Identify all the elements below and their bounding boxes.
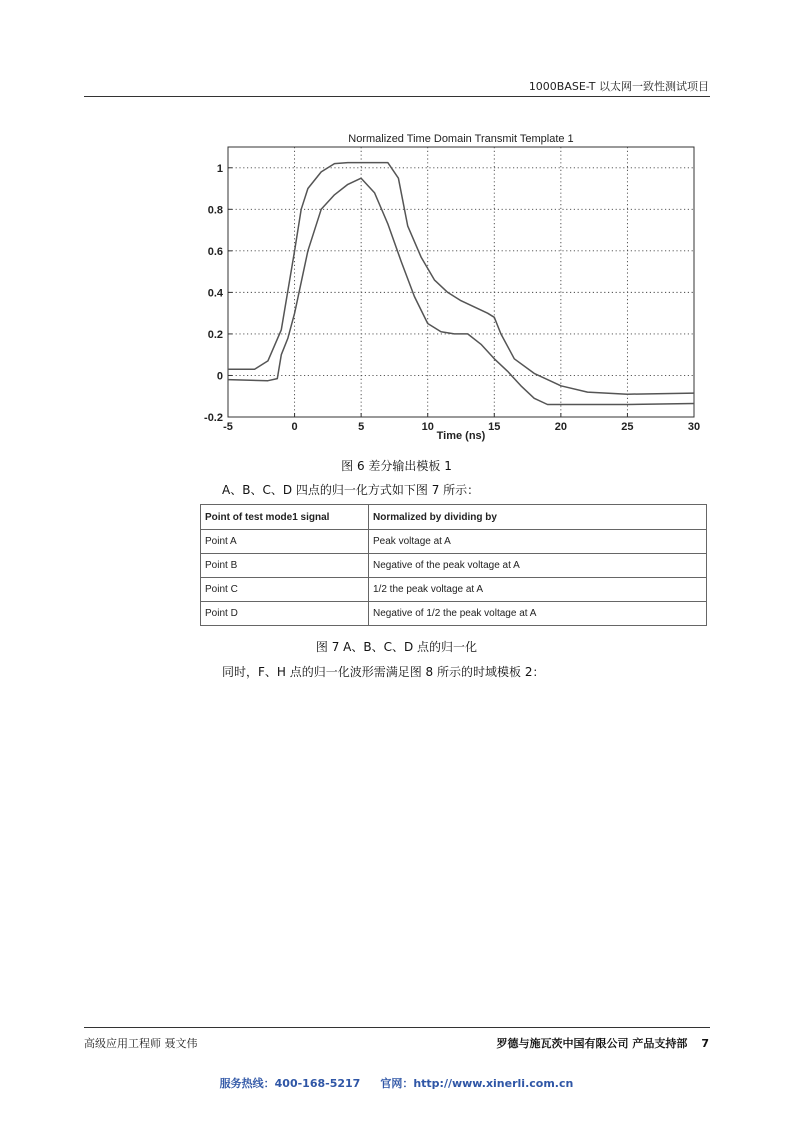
series-line-lower xyxy=(228,178,694,404)
x-tick-label: -5 xyxy=(223,421,233,433)
table-cell: Peak voltage at A xyxy=(369,530,707,554)
figure6-chart xyxy=(196,130,706,448)
figure7-caption: 图 7 A、B、C、D 点的归一化 xyxy=(315,640,478,654)
chart-title: Normalized Time Domain Transmit Template 1 xyxy=(348,133,574,145)
x-tick-label: 25 xyxy=(621,421,634,433)
y-tick-label: 1 xyxy=(216,162,223,175)
table-header-row xyxy=(201,505,707,530)
y-tick-label: 0.8 xyxy=(207,204,223,217)
footer-rule xyxy=(84,1027,710,1028)
x-tick-label: 20 xyxy=(554,421,567,433)
x-tick-label: 5 xyxy=(358,421,365,433)
follow-paragraph: 同时，F、H 点的归一化波形需满足图 8 所示的时域模板 2： xyxy=(222,665,545,679)
y-tick-label: 0.2 xyxy=(207,328,223,341)
header-title: 1000BASE-T 以太网一致性测试项目 xyxy=(528,80,709,93)
x-tick-label: 30 xyxy=(687,421,701,433)
table-cell: Point B xyxy=(201,554,369,578)
x-axis-label: Time (ns) xyxy=(436,430,486,442)
page-number: 7 xyxy=(701,1037,709,1050)
table-cell: Point C xyxy=(201,578,369,602)
x-tick-label: 15 xyxy=(488,421,501,433)
table-row xyxy=(201,602,707,626)
table-row xyxy=(201,554,707,578)
table-header-cell: Point of test mode1 signal xyxy=(201,505,369,530)
series-line-upper xyxy=(228,163,694,395)
intro-paragraph: A、B、C、D 四点的归一化方式如下图 7 所示： xyxy=(222,483,480,497)
y-tick-label: 0.4 xyxy=(207,287,223,300)
normalization-table xyxy=(200,504,707,626)
plot-frame xyxy=(228,147,694,417)
table-cell: Negative of 1/2 the peak voltage at A xyxy=(369,602,707,626)
table-cell: Point A xyxy=(201,530,369,554)
header-rule xyxy=(84,96,710,97)
x-tick-label: 0 xyxy=(291,421,298,433)
y-tick-label: 0.6 xyxy=(207,245,223,258)
table-cell: Point D xyxy=(201,602,369,626)
website-link[interactable]: 官网：http://www.xinerli.com.cn xyxy=(380,1077,574,1090)
y-tick-label: -0.2 xyxy=(204,412,223,424)
y-tick-label: 0 xyxy=(216,370,223,383)
table-cell: Negative of the peak voltage at A xyxy=(369,554,707,578)
hotline-text: 服务热线：400-168-5217 xyxy=(219,1077,361,1090)
table-row xyxy=(201,530,707,554)
contact-line xyxy=(0,1075,793,1091)
table-row xyxy=(201,578,707,602)
figure6-caption: 图 6 差分输出模板 1 xyxy=(341,459,452,473)
footer-company-block xyxy=(497,1035,710,1051)
footer-author: 高级应用工程师 聂文伟 xyxy=(84,1037,198,1050)
footer-company: 罗德与施瓦茨中国有限公司 产品支持部 xyxy=(496,1037,688,1050)
table-cell: 1/2 the peak voltage at A xyxy=(369,578,707,602)
chart-svg xyxy=(196,130,706,448)
table-header-cell: Normalized by dividing by xyxy=(369,505,707,530)
x-tick-label: 10 xyxy=(421,421,434,433)
